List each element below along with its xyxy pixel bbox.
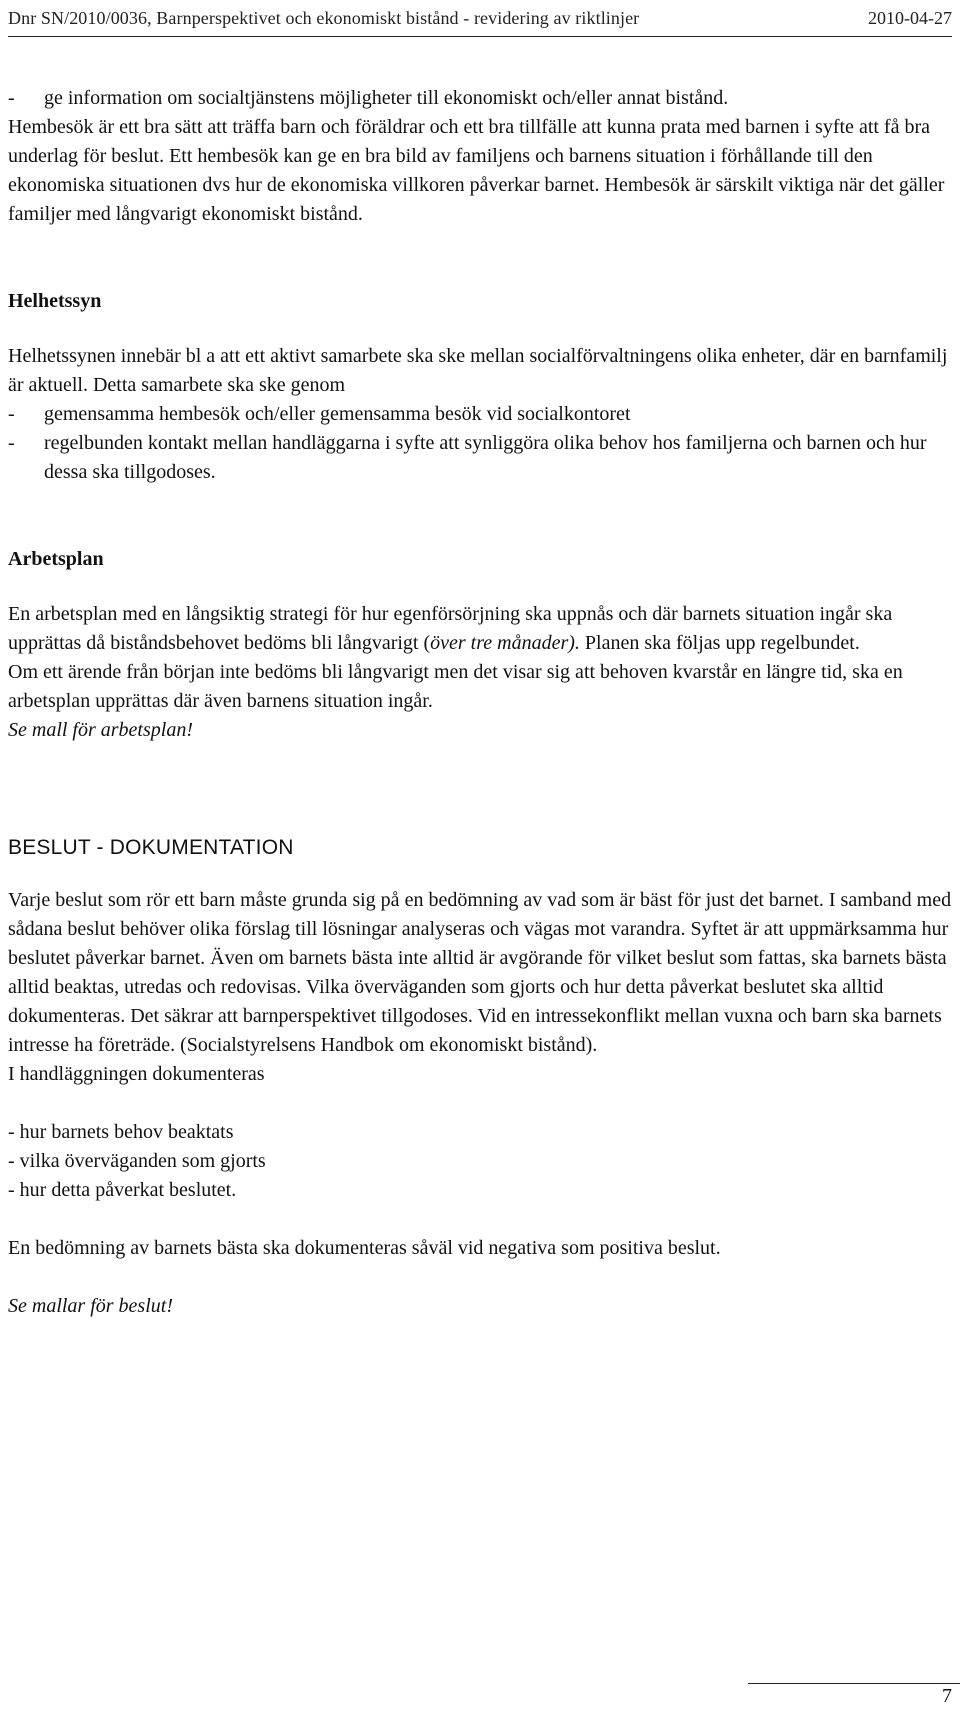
arbetsplan-followup: Planen ska följas upp regelbundet. bbox=[584, 632, 860, 654]
arbetsplan-duration: över tre månader). bbox=[430, 632, 580, 654]
hembesok-paragraph: Hembesök är ett bra sätt att träffa barn och föräldrar och ett bra tillfälle att kunna prata med barnen i syfte att få bra underlag för beslut. Ett hembesök kan ge en bra bild av familjens och barnens situation i förhållande till den ekonomiska situationen dvs hur de ekonomiska villkoren påverkar barnet. Hembesök är särskilt viktiga när det gäller familjer med långvarigt ekonomiskt bistånd. bbox=[8, 116, 945, 225]
arbetsplan-paragraph-1 bbox=[8, 600, 956, 658]
helhetssyn-bullet bbox=[8, 429, 956, 487]
arbetsplan-template-link[interactable]: Se mall för arbetsplan! bbox=[8, 719, 193, 741]
beslut-paragraph: Varje beslut som rör ett barn måste grunda sig på en bedömning av vad som är bäst för just det barnet. I samband med sådana beslut behöver olika förslag till lösningar analyseras och vägas mot varandra. Syftet är att uppmärksamma hur beslutet påverkar barnet. Även om barnets bästa inte alltid är avgörande för vilket beslut som fattas, ska barnets bästa alltid beaktas, utredas och redovisas. Vilka överväganden som gjorts och hur detta påverkat beslutet ska alltid dokumenteras. Det säkrar att barnperspektivet tillgodoses. Vid en intressekonflikt mellan vuxna och barn ska barnets intresse ha företräde. (Socialstyrelsens Handbok om ekonomiskt bistånd). bbox=[8, 889, 952, 1056]
beslut-template-link[interactable]: Se mallar för beslut! bbox=[8, 1295, 173, 1317]
documentation-item: - hur detta påverkat beslutet. bbox=[8, 1179, 237, 1201]
header-date: 2010-04-27 bbox=[868, 8, 952, 28]
document-body bbox=[8, 84, 956, 1321]
page-number: 7 bbox=[942, 1685, 952, 1707]
bullet-mark: - bbox=[8, 432, 15, 454]
arbetsplan-heading: Arbetsplan bbox=[8, 548, 104, 570]
arbetsplan-text: En arbetsplan med en långsiktig strategi för hur egenförsörjning ska uppnås och där barnets situation ingår ska upprättas då biståndsbehovet bedöms bli långvarigt ( bbox=[8, 603, 893, 654]
beslut-heading: BESLUT - DOKUMENTATION bbox=[8, 836, 294, 859]
bullet-mark: - bbox=[8, 403, 15, 425]
helhetssyn-bullet bbox=[8, 400, 956, 429]
bullet-text: regelbunden kontakt mellan handläggarna i syfte att synliggöra olika behov hos familjerna och barnen och hur dessa ska tillgodoses. bbox=[44, 432, 927, 483]
documentation-item: - vilka överväganden som gjorts bbox=[8, 1150, 266, 1172]
documentation-item: - hur barnets behov beaktats bbox=[8, 1121, 234, 1143]
page-header bbox=[8, 6, 952, 37]
bullet-text: ge information om socialtjänstens möjligheter till ekonomiskt och/eller annat bistånd. bbox=[44, 87, 729, 109]
helhetssyn-heading: Helhetssyn bbox=[8, 290, 102, 312]
documentation-intro: I handläggningen dokumenteras bbox=[8, 1063, 265, 1085]
arbetsplan-paragraph-2: Om ett ärende från början inte bedöms bli långvarigt men det visar sig att behoven kvarstår en längre tid, ska en arbetsplan upprättas där även barnens situation ingår. bbox=[8, 661, 903, 712]
helhetssyn-paragraph: Helhetssynen innebär bl a att ett aktivt samarbete ska ske mellan socialförvaltningens olika enheter, där en barnfamilj är aktuell. Detta samarbete ska ske genom bbox=[8, 345, 948, 396]
footer-divider bbox=[748, 1683, 960, 1684]
bullet-text: gemensamma hembesök och/eller gemensamma besök vid socialkontoret bbox=[44, 403, 631, 425]
header-title: Dnr SN/2010/0036, Barnperspektivet och ekonomiskt bistånd - revidering av riktlinjer bbox=[8, 8, 640, 28]
assessment-paragraph: En bedömning av barnets bästa ska dokumenteras såväl vid negativa som positiva beslut. bbox=[8, 1237, 721, 1259]
intro-bullet bbox=[8, 84, 956, 113]
bullet-mark: - bbox=[8, 87, 15, 109]
